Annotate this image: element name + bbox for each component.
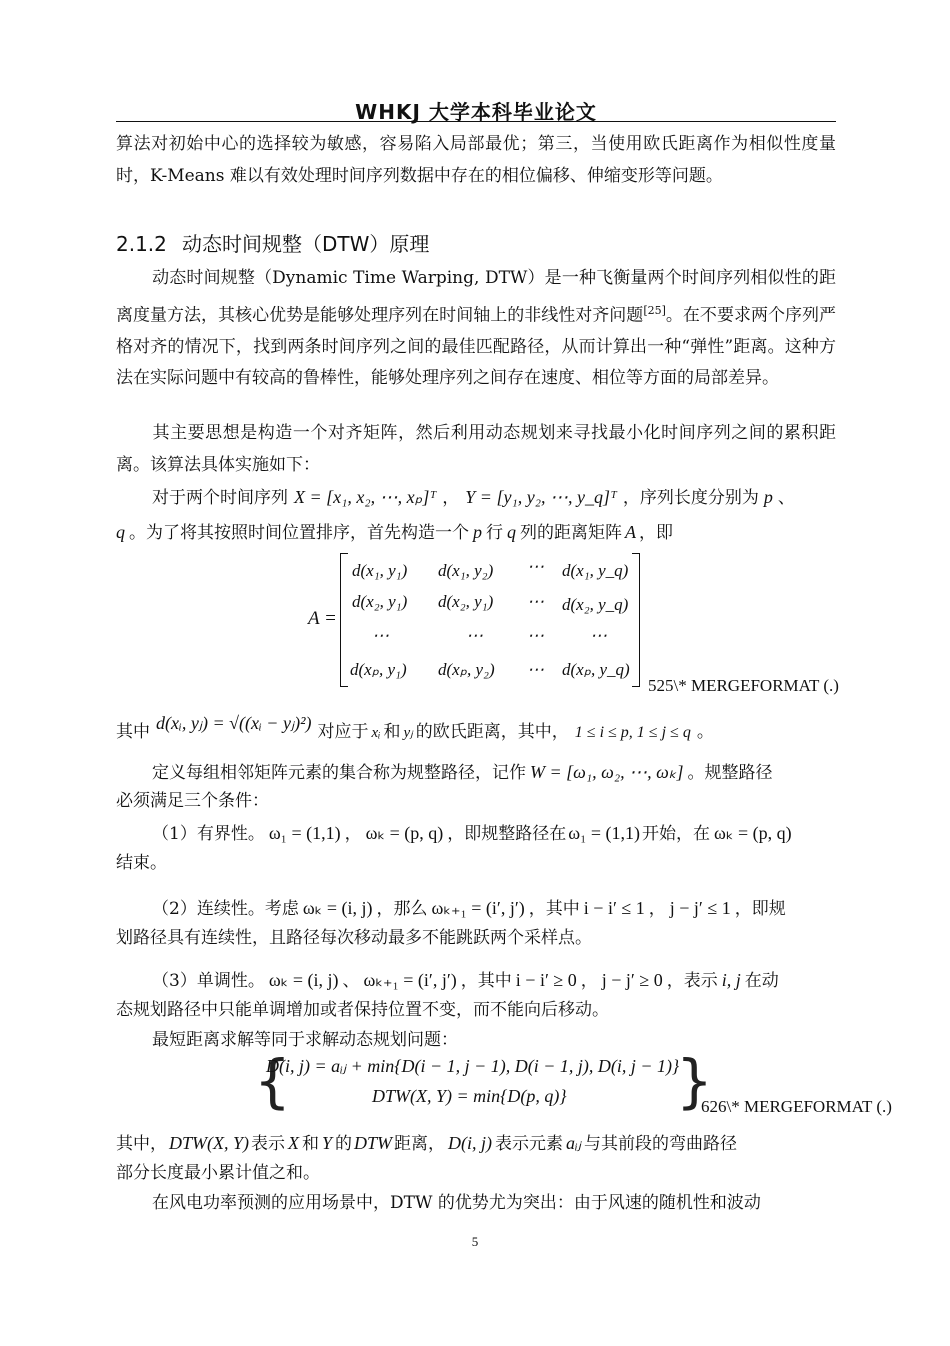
dist-text-e: 。 xyxy=(696,722,714,742)
formula-Dij: D(i, j) xyxy=(448,1133,493,1153)
sequence-definition-line-2 xyxy=(116,517,673,548)
seq-text-e: 列的距离矩阵 xyxy=(520,523,622,543)
matrix-cell: d(x₂, y₁) xyxy=(438,592,494,611)
formula-Y: Y xyxy=(322,1133,333,1153)
formula-ij: i, j xyxy=(721,970,741,990)
matrix-lhs: A = xyxy=(308,608,337,629)
warp-definition-line-2: 必须满足三个条件： xyxy=(116,791,269,811)
formula-dtw-xy: DTW(X, Y) xyxy=(169,1133,249,1153)
formula-q: q xyxy=(116,522,125,542)
paragraph-intro xyxy=(116,263,836,395)
condition-continuity xyxy=(152,893,786,924)
formula-q2: q xyxy=(507,522,516,542)
dp-explanation-end: 部分长度最小累计值之和。 xyxy=(116,1163,320,1183)
cond3-text-c: ，表示 xyxy=(666,971,718,991)
formula-omegak1-ij-prime: ωₖ₊₁ = (i′, j′) xyxy=(431,898,525,918)
page-number: 5 xyxy=(471,1234,479,1249)
cond3-label: （3）单调性。 xyxy=(152,971,265,991)
condition-monotonic xyxy=(152,965,779,996)
dpx-text-e: 距离， xyxy=(394,1134,446,1154)
formula-p2: p xyxy=(473,522,482,542)
dist-text-c: 和 xyxy=(383,722,401,742)
paragraph-wind-power: 在风电功率预测的应用场景中，DTW 的优势尤为突出：由于风速的随机性和波动 xyxy=(152,1193,761,1213)
seq-text-c: 。为了将其按照时间位置排序，首先构造一个 xyxy=(129,523,469,543)
formula-omega1-start-2: ω₁ = (1,1) xyxy=(568,823,641,843)
cond1-text-c: 开始，在 xyxy=(642,824,711,844)
dpx-text-f: 表示元素 xyxy=(495,1134,564,1154)
condition-boundary-end: 结束。 xyxy=(116,853,167,873)
equation-number-2: 626\* MERGEFORMAT (.) xyxy=(701,1097,892,1116)
matrix-cell: d(xₚ, y₂) xyxy=(438,660,495,679)
dist-text-d: 的欧氏距离，其中， xyxy=(415,722,569,742)
cond3-text-d-start: 在动 xyxy=(744,971,779,991)
cond1-sep: ， xyxy=(344,824,362,844)
shortest-distance-line: 最短距离求解等同于求解动态规划问题： xyxy=(152,1030,458,1050)
seq-text-f: ，即 xyxy=(639,523,673,543)
matrix-cell: ⋯ xyxy=(527,592,544,611)
equation-right-brace: } xyxy=(676,1047,713,1115)
cond2-sep: ， xyxy=(648,899,666,919)
seq-comma: ， xyxy=(442,488,460,508)
matrix-cell: d(x₂, y_q) xyxy=(562,595,629,614)
dpx-text-c: 和 xyxy=(302,1134,319,1154)
section-heading xyxy=(116,228,429,257)
cond2-text-c: ，其中 xyxy=(528,899,580,919)
warp-text-b-short: 。规整路径 xyxy=(687,763,773,783)
formula-yj: yⱼ xyxy=(403,725,413,741)
formula-A: A xyxy=(625,522,636,542)
cond1-text-b: ，即规整路径在 xyxy=(447,824,567,844)
seq-sep: 、 xyxy=(777,488,795,508)
matrix-cell: ⋯ xyxy=(527,660,544,679)
formula-index-range: 1 ≤ i ≤ p, 1 ≤ j ≤ q xyxy=(574,724,691,741)
formula-omegak-ij-3: ωₖ = (i, j) xyxy=(268,970,339,990)
formula-omegak-ij: ωₖ = (i, j) xyxy=(302,898,373,918)
cond1-label: （1）有界性。 xyxy=(152,824,265,844)
formula-warping-path: W = [ω₁, ω₂, ⋯, ωₖ] xyxy=(530,762,684,782)
formula-p: p xyxy=(763,487,773,507)
seq-text-d: 行 xyxy=(486,523,503,543)
matrix-cell: d(xₚ, y₁) xyxy=(350,660,407,679)
matrix-cell: ⋯ xyxy=(527,557,544,576)
formula-omega1-start: ω₁ = (1,1) xyxy=(268,823,341,843)
dp-recurrence: D(i, j) = aᵢⱼ + min{D(i − 1, j − 1), D(i − 1, j), D(i, j − 1)} xyxy=(266,1056,680,1076)
matrix-cell: ⋯ xyxy=(372,626,389,645)
matrix-cell: ⋯ xyxy=(466,626,483,645)
formula-X: X xyxy=(288,1133,299,1153)
citation-ref: [25] xyxy=(643,303,666,317)
formula-euclid-distance: d(xᵢ, yⱼ) = √((xᵢ − yⱼ)²) xyxy=(156,713,312,733)
matrix-left-bracket xyxy=(340,553,348,687)
dist-text-a: 其中 xyxy=(116,722,150,742)
cond3-text-b: ，其中 xyxy=(460,971,512,991)
dpx-text-g-start: 与其前段的弯曲路径 xyxy=(584,1134,738,1154)
dpx-text-d: 的 xyxy=(335,1134,353,1154)
seq-text-a: 对于两个时间序列 xyxy=(152,488,288,508)
distance-definition-line xyxy=(116,713,714,748)
matrix-right-bracket xyxy=(632,553,640,687)
formula-i-diff-ge0: i − i′ ≥ 0 xyxy=(515,970,577,990)
idea-text: 其主要思想是构造一个对齐矩阵，然后利用动态规划来寻找最小化时间序列之间的累积距离。该算法具体实施如下： xyxy=(116,423,836,475)
section-title: 动态时间规整（DTW）原理 xyxy=(182,232,430,256)
formula-dtw: DTW xyxy=(354,1133,393,1153)
sequence-definition-line xyxy=(152,482,795,513)
running-header: WHKJ 大学本科毕业论文 xyxy=(355,100,597,124)
cond2-label: （2）连续性。考虑 xyxy=(152,899,299,919)
condition-continuity-end: 划路径具有连续性，且路径每次移动最多不能跳跃两个采样点。 xyxy=(116,928,592,948)
dp-explanation-line xyxy=(116,1128,737,1159)
seq-text-b: ，序列长度分别为 xyxy=(622,488,759,508)
section-number: 2.1.2 xyxy=(116,232,167,256)
matrix-cell: d(x₁, y₁) xyxy=(352,561,408,580)
cond3-sep2: ， xyxy=(580,971,598,991)
condition-monotonic-end: 态规划路径中只能单调增加或者保持位置不变，而不能向后移动。 xyxy=(116,1000,609,1020)
warp-definition-line xyxy=(152,757,772,788)
paragraph-idea xyxy=(116,418,836,481)
formula-x-sequence: X = [x₁, x₂, ⋯, xₚ]ᵀ xyxy=(294,487,437,507)
cond2-text-d-start: ，即规 xyxy=(734,899,786,919)
dist-text-b: 对应于 xyxy=(317,722,369,742)
matrix-cell: d(x₁, y₂) xyxy=(438,561,494,580)
formula-omegak-end-2: ωₖ = (p, q) xyxy=(714,823,792,843)
formula-y-sequence: Y = [y₁, y₂, ⋯, y_q]ᵀ xyxy=(465,487,617,507)
formula-xi: xᵢ xyxy=(371,725,381,741)
warp-text-a: 定义每组相邻矩阵元素的集合称为规整路径，记作 xyxy=(152,763,526,783)
dp-dtw-definition: DTW(X, Y) = min{D(p, q)} xyxy=(372,1086,567,1106)
matrix-cell: d(xₚ, y_q) xyxy=(562,660,630,679)
equation-left-brace: { xyxy=(254,1047,291,1115)
dpx-text-a: 其中， xyxy=(116,1134,167,1154)
cond3-sep: 、 xyxy=(342,971,360,991)
paragraph-continued: 算法对初始中心的选择较为敏感，容易陷入局部最优；第三，当使用欧氏距离作为相似性度量时，K-Means 难以有效处理时间序列数据中存在的相位偏移、伸缩变形等问题。 xyxy=(116,134,836,186)
intro-text: 动态时间规整（Dynamic Time Warping, DTW）是一种飞衡量两个时间序列相似性的距离度量方法，其核心优势是能够处理序列在时间轴上的非线性对齐问题 xyxy=(116,268,836,326)
header-rule xyxy=(116,121,836,122)
formula-j-diff-ge0: j − j′ ≥ 0 xyxy=(601,970,663,990)
formula-aij: aᵢⱼ xyxy=(566,1133,582,1153)
condition-boundary xyxy=(152,818,796,849)
matrix-cell: ⋯ xyxy=(590,626,607,645)
equation-number-1: 525\* MERGEFORMAT (.) xyxy=(648,676,839,695)
formula-omegak1-ij-prime-3: ωₖ₊₁ = (i′, j′) xyxy=(363,970,457,990)
matrix-cell: ⋯ xyxy=(527,626,544,645)
formula-j-diff-le1: j − j′ ≤ 1 xyxy=(669,898,731,918)
intro-text-rest: 。在不要求两个序列严格对齐的情况下，找到两条时间序列之间的最佳匹配路径，从而计算出一种“弹性”距离。这种方法在实际问题中有较高的鲁棒性，能够处理序列之间存在速度、相位等方面的局部差异。 xyxy=(116,305,837,389)
formula-i-diff-le1: i − i′ ≤ 1 xyxy=(583,898,645,918)
formula-omegak-end: ωₖ = (p, q) xyxy=(365,823,444,843)
matrix-cell: d(x₂, y₁) xyxy=(352,592,408,611)
cond2-text-b: ，那么 xyxy=(376,899,428,919)
matrix-cell: d(x₁, y_q) xyxy=(562,561,629,580)
dpx-text-b: 表示 xyxy=(251,1134,285,1154)
